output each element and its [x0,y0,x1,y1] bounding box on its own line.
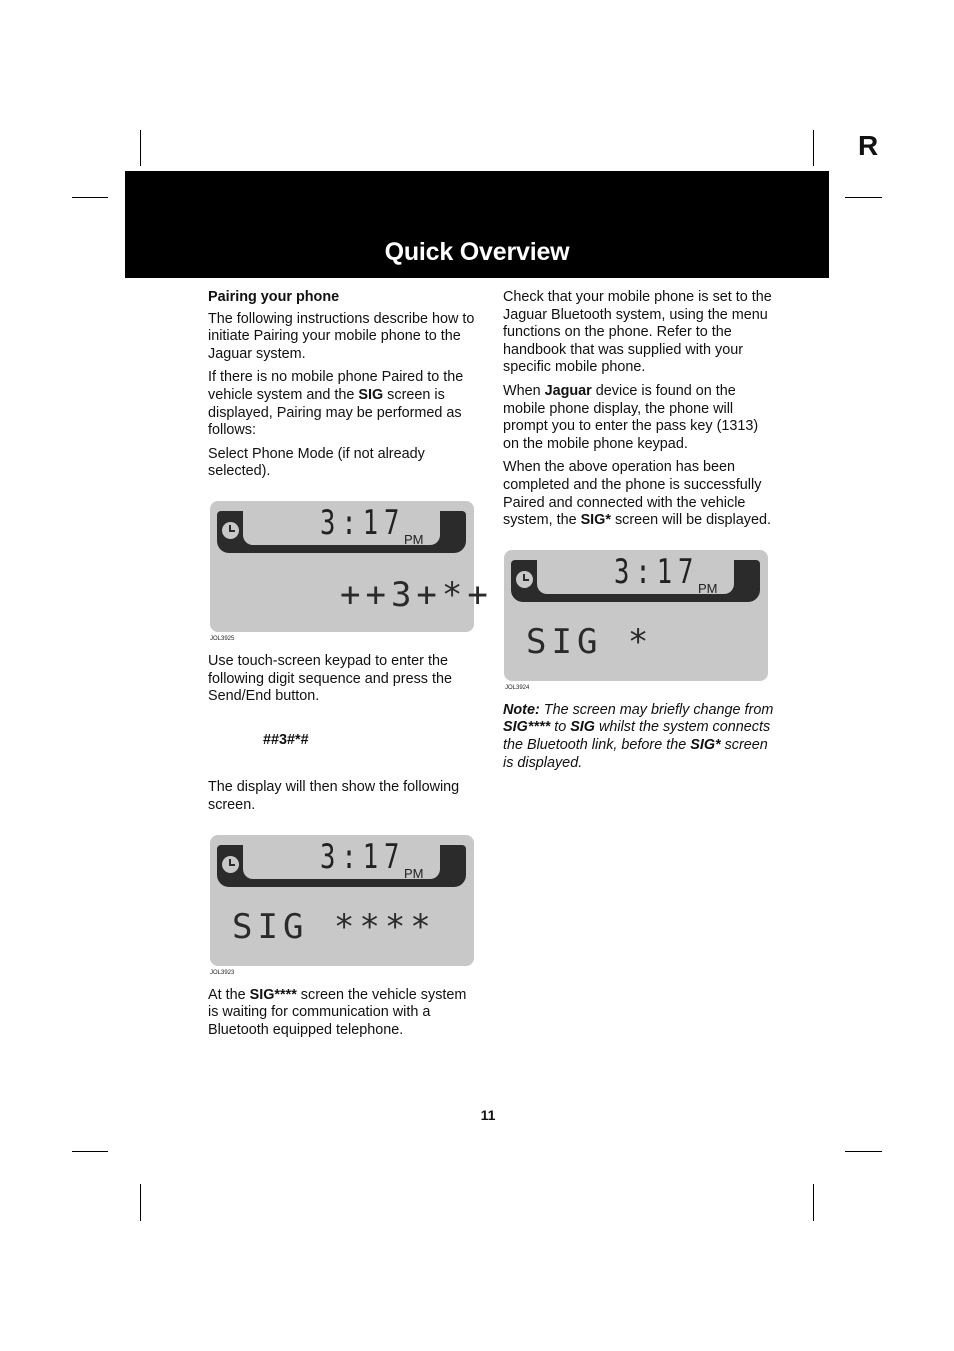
lcd-text: ++3+*+ [340,574,493,615]
section-heading: Pairing your phone [208,289,340,305]
lcd-text: SIG * [526,621,654,662]
lcd-text: SIG **** [232,906,436,947]
paragraph: When Jaguar device is found on the mobile phone display, the phone will prompt you to enter the pass key (1313) on the mobile phone keypad. [503,382,759,452]
paragraph: Check that your mobile phone is set to the Jaguar Bluetooth system, using the menu functions on the phone. Refer to the handbook that was supplied with your specific mobile phone. [503,289,772,376]
paragraph: The display will then show the following screen. [208,779,460,813]
paragraph: If there is no mobile phone Paired to the vehicle system and the SIG screen is displayed, Pairing may be performed as follows: [208,369,464,439]
paragraph: When the above operation has been completed and the phone is successfully Paired and connected with the vehicle system, the SIG* screen will be displayed. [503,459,771,529]
lcd-ampm: PM [404,865,424,881]
clock-icon [516,571,533,588]
lcd-time: 3:17 [320,502,406,543]
header-band [125,171,829,278]
lcd-display-figure [504,550,768,681]
crop-mark [140,1184,141,1221]
page-title: Quick Overview [384,238,570,266]
page-number: 11 [480,1107,496,1123]
crop-mark [813,130,814,166]
lcd-time: 3:17 [320,836,406,877]
figure-id: JOL3925 [210,635,235,642]
crop-mark [72,1151,108,1152]
paragraph: Select Phone Mode (if not already selected). [208,445,425,480]
clock-icon [222,522,239,539]
lcd-display-figure [210,835,474,966]
paragraph: Use touch-screen keypad to enter the following digit sequence and press the Send/End button. [208,652,453,705]
crop-mark [845,1151,882,1152]
figure-id: JOL3924 [505,684,530,691]
section-letter: R [858,130,879,161]
note: Note: The screen may briefly change from SIG**** to SIG whilst the system connects the Bluetooth link, before the SIG* screen is displayed. [503,701,774,771]
digit-sequence: ##3#*# [263,731,309,748]
lcd-display-figure [210,501,493,632]
paragraph: The following instructions describe how to initiate Pairing your mobile phone to the Jaguar system. [208,310,475,362]
crop-mark [72,197,108,198]
crop-mark [813,1184,814,1221]
clock-icon [222,856,239,873]
lcd-ampm: PM [404,531,424,547]
figure-id: JOL3923 [210,969,235,976]
left-column [208,289,493,1045]
right-column [503,289,775,778]
lcd-time: 3:17 [614,551,700,592]
crop-mark [845,197,882,198]
lcd-ampm: PM [698,580,718,596]
crop-mark [140,130,141,166]
paragraph: At the SIG**** screen the vehicle system is waiting for communication with a Bluetooth equipped telephone. [208,986,467,1038]
